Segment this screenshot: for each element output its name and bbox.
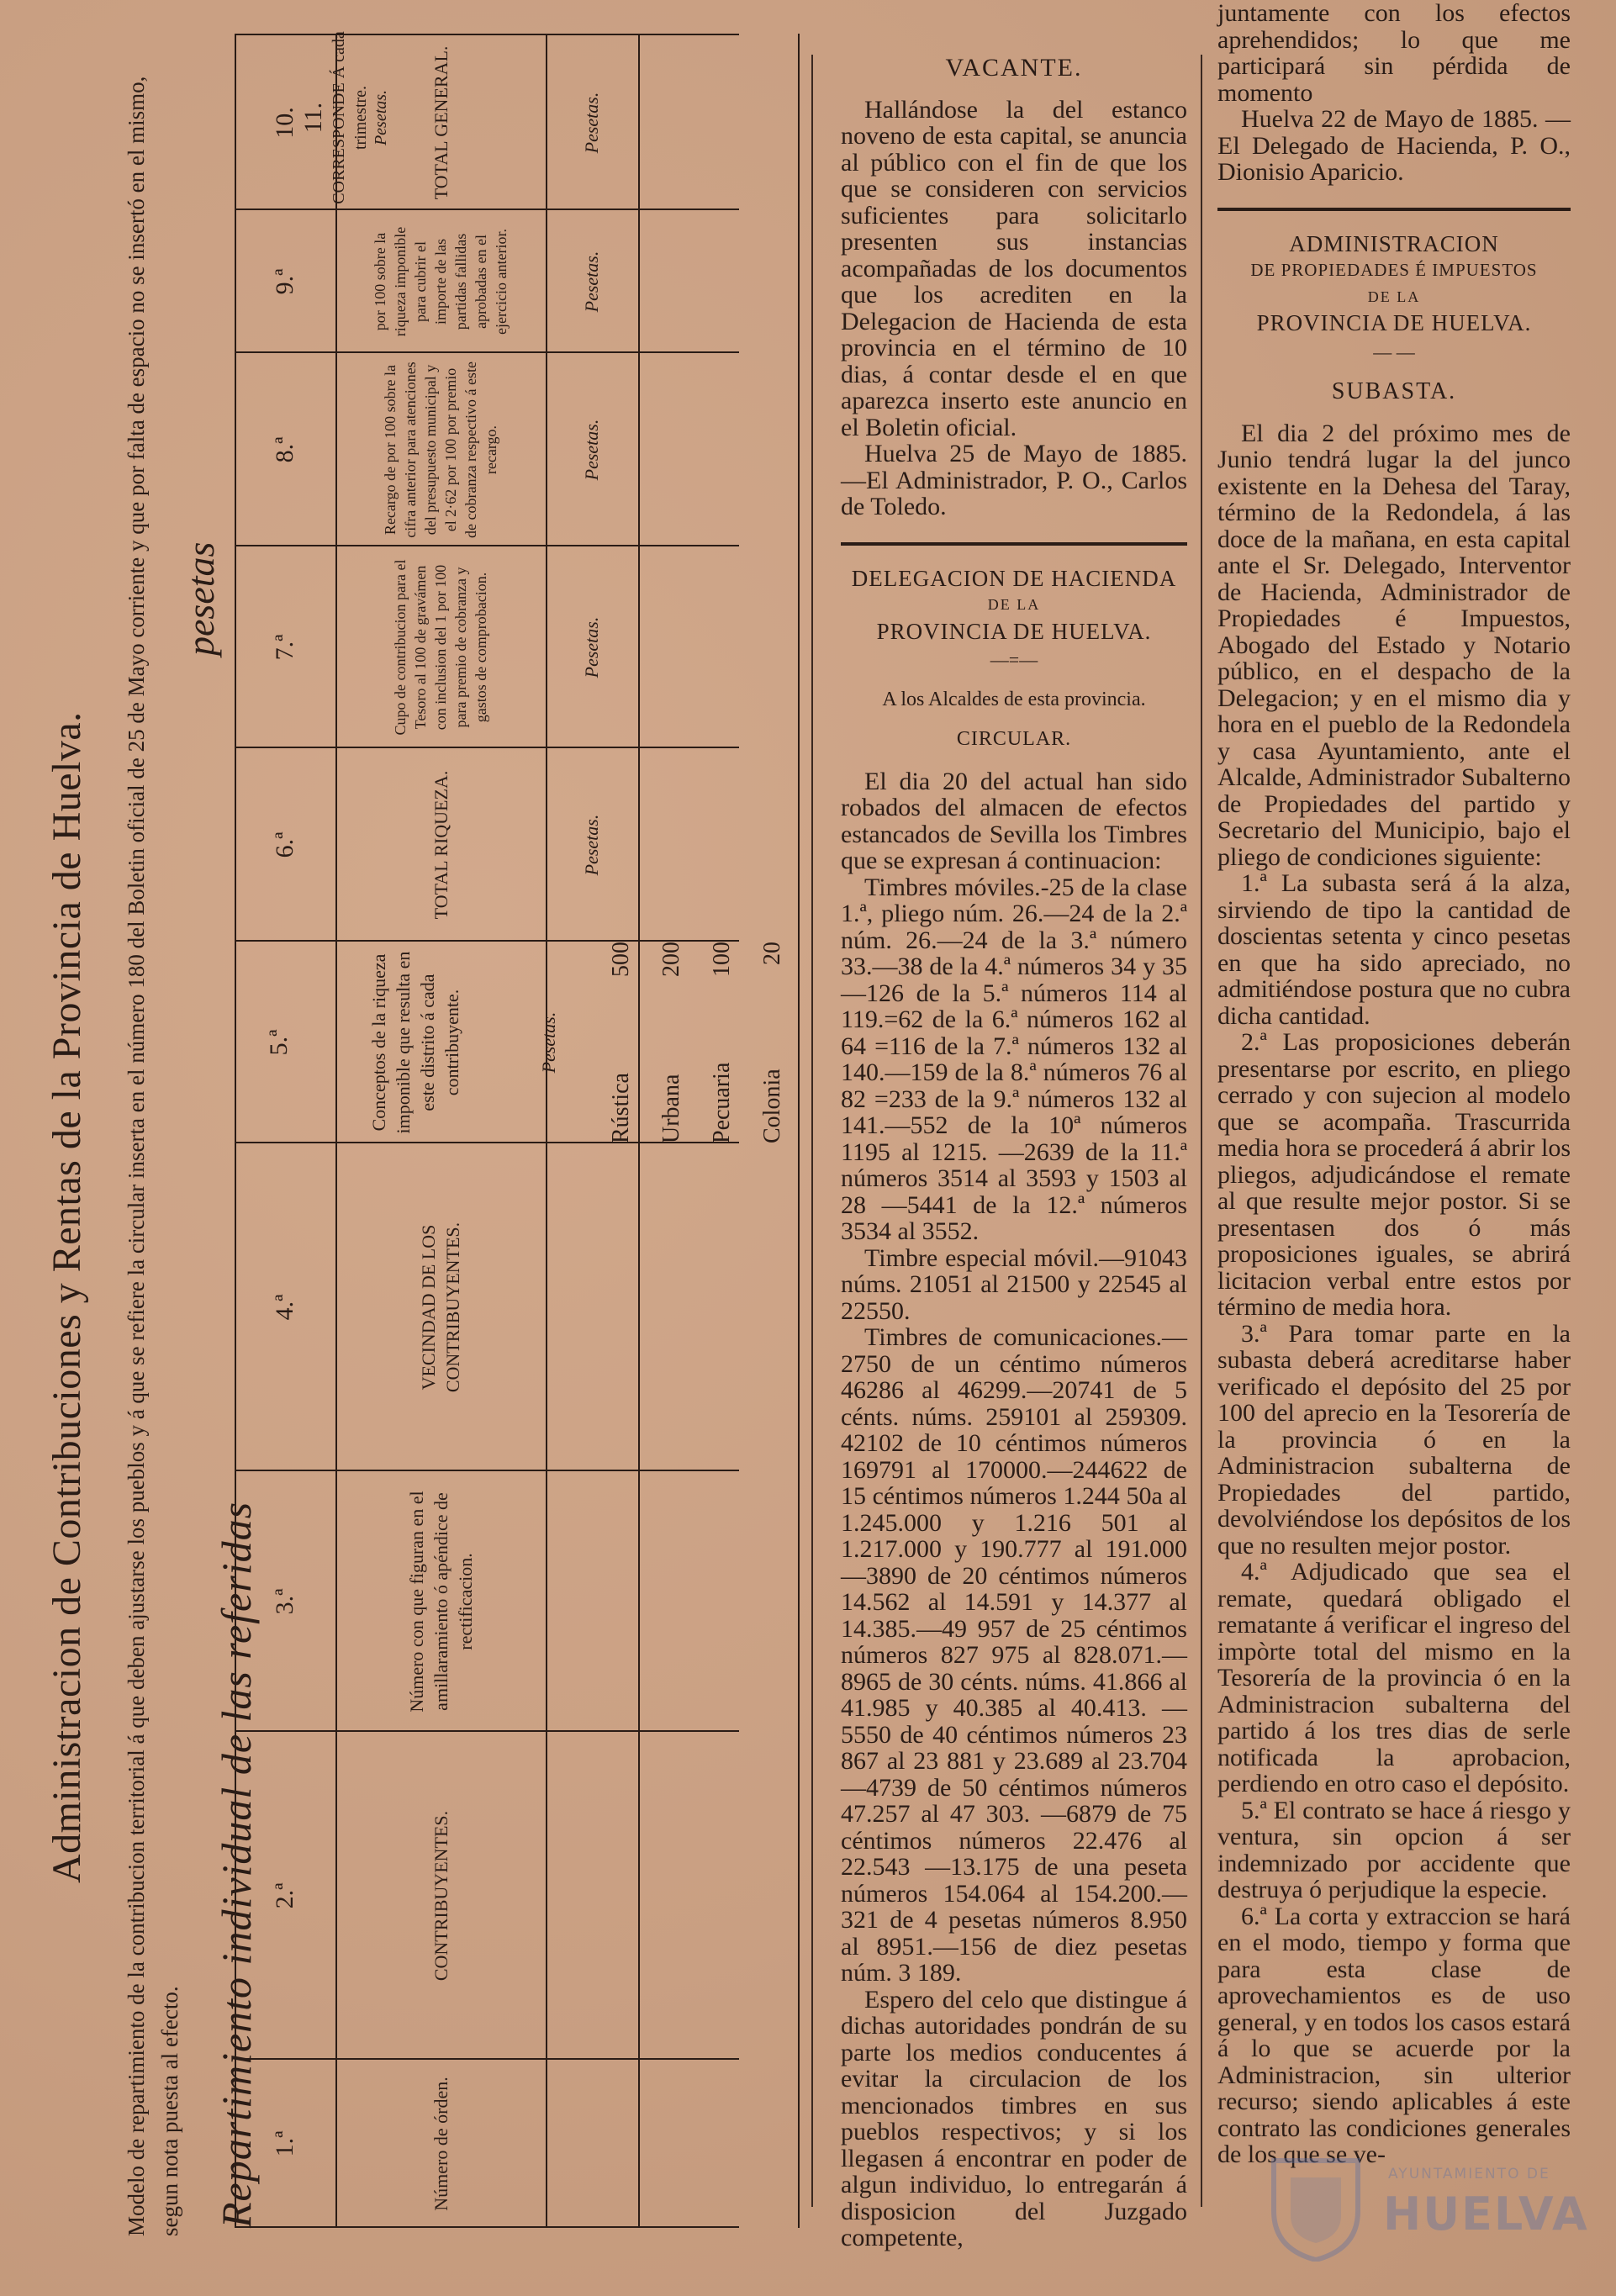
subasta-condition: 4.ª Adjudicado que sea el remate, quedará obligado el rematante á verificar el ingreso del impòrte total del mismo en la Tesorería de la provincia ó en la Administracion subalterna del partido á los tres dias de serle notificada la aprobacion, perdiendo en otro caso el depósito. bbox=[1217, 1558, 1571, 1797]
section-rule bbox=[1217, 208, 1571, 211]
concepto-row bbox=[647, 942, 697, 1143]
column-divider bbox=[811, 55, 813, 2207]
coat-of-arms-icon bbox=[1265, 2144, 1366, 2262]
section-rule bbox=[841, 542, 1187, 546]
concepto-value: 500 bbox=[608, 942, 634, 977]
circular-heading: CIRCULAR. bbox=[956, 728, 1072, 750]
column-body bbox=[638, 1143, 798, 1471]
column-header: TOTAL GENERAL. bbox=[430, 45, 452, 200]
column-number: 1.ª bbox=[271, 2130, 298, 2157]
subasta-condition: 2.ª Las proposiciones deberán presentarse por escrito, en pliego cerrado y con sujecion al modelo que se acompaña. Trascurrida media hora se procederá á abrir los pliegos, adjudicándose el remate al que resulte mejor postor. Si se presentasen dos ó más proposiciones iguales, se abrirá licitacion verbal entre estos por término de media hora. bbox=[1217, 1028, 1571, 1321]
column-header: por 100 sobre la riqueza imponible para cubrir el importe de las partidas fallidas aprobadas en el ejercicio anterior. bbox=[372, 226, 510, 337]
right-column bbox=[1217, 0, 1571, 2168]
delegacion-addressee: A los Alcaldes de esta provincia. bbox=[882, 688, 1146, 710]
column-number: 3.ª bbox=[271, 1588, 298, 1615]
vacante-signature: Huelva 25 de Mayo de 1885. —El Administrador, P. O., Carlos de Toledo. bbox=[841, 440, 1187, 520]
column-unit: Pesetas. bbox=[581, 616, 602, 678]
table-column bbox=[235, 2060, 798, 2228]
subasta-condition: 6.ª La corta y extraccion se hará en el modo, tiempo y forma que para esta clase de aprovechamientos es de uso general, y en todos los casos estará á lo que se acuerde por la Administracion, sin ulterior recurso; siendo aplicables á este contrato las condiciones generales de los que se ve- bbox=[1217, 1902, 1571, 2168]
decorative-dash: —=— bbox=[990, 649, 1038, 670]
table-column bbox=[235, 353, 798, 546]
column-header: Recargo de por 100 sobre la cifra anterior para atenciones del presupuesto municipal y el 2·62 por 100 por premio de cobranza respectivo á este recargo. bbox=[382, 362, 499, 538]
concepto-value: 200 bbox=[658, 942, 684, 977]
table-column bbox=[235, 748, 798, 942]
concepto-value: 100 bbox=[709, 942, 735, 977]
column-unit: Pesetas. bbox=[537, 1011, 559, 1074]
circular-paragraph: El dia 20 del actual han sido robados del almacen de efectos estancados de Sevilla los Timbres que se expresan á continuacion: bbox=[841, 767, 1187, 874]
concepto-value: 20 bbox=[759, 942, 785, 965]
column-number: 4.ª bbox=[271, 1294, 298, 1321]
delegacion-title: DELEGACION DE HACIENDA bbox=[851, 565, 1177, 591]
column-number: 11. bbox=[298, 102, 327, 134]
concepto-label: Rústica bbox=[608, 1073, 634, 1143]
column-body bbox=[638, 1732, 798, 2060]
continuation-body: juntamente con los efectos aprehendidos; lo que me participará sin pérdida de momento bbox=[1217, 0, 1571, 107]
column-header: Número con que figuran en el amillaramiento ó apéndice de rectificacion. bbox=[405, 1491, 476, 1713]
table-column bbox=[235, 942, 798, 1143]
ayuntamiento-watermark bbox=[1265, 2144, 1589, 2270]
table-column bbox=[235, 1143, 798, 1471]
watermark-top-text: AYUNTAMIENTO DE bbox=[1388, 2166, 1550, 2183]
circular-paragraph: Espero del celo que distingue á dichas autoridades pondrán de su parte los medios conducentes á evitar la circulacion de los mencionados timbres en sus pueblos respectivos; y si los llegasen á encontrar en poder de algun individuo, lo entregarán á disposicion del Juzgado competente, bbox=[841, 1985, 1187, 2251]
column-body bbox=[638, 210, 798, 353]
column-number: 7.ª bbox=[271, 634, 298, 661]
column-header: Cupo de contribucion para el Tesoro al 100 de gravámen con inclusion del 1 por 100 para premio de cobranza y gastos de comprobacion. bbox=[392, 559, 489, 736]
concepto-label: Pecuaria bbox=[709, 1062, 735, 1143]
table-column bbox=[235, 1732, 798, 2060]
column-unit: Pesetas. bbox=[581, 814, 602, 876]
table-column bbox=[235, 1471, 798, 1732]
continuation-signature: Huelva 22 de Mayo de 1885. —El Delegado de Hacienda, P. O., Dionisio Aparicio. bbox=[1217, 105, 1571, 186]
column-body bbox=[638, 546, 798, 748]
subasta-condition: 3.ª Para tomar parte en la subasta deberá acreditarse haber verificado el depósito del 25 por 100 del aprecio en la Tesorería de la provincia ó en la Administracion subalterna de Propiedades del partido, devolviéndose los depósitos de los que no resulten mejor postor. bbox=[1217, 1319, 1571, 1560]
vacante-body: Hallándose la del estanco noveno de esta capital, se anuncia al público con el fin de que los que se consideren con servicios suficientes para solicitarlo presenten sus instancias acompañadas de los documentos que los acrediten en la Delegacion de Hacienda de esta provincia en el término de 10 dias, á contar desde el en que aparezca inserto este anuncio en el Boletin oficial. bbox=[841, 95, 1187, 441]
administracion-de-la: DE LA bbox=[1367, 288, 1421, 305]
table-note: Modelo de repartimiento de la contribucion territorial á que deben ajustarse los pueblos y á que se refiere la circular inserta en el número 180 del Boletin oficial de 25 de Mayo corriente y que por falta de espacio no se insertó en el mismo, segun nota puesta al efecto. bbox=[124, 76, 182, 2236]
column-number: 5.ª bbox=[264, 1029, 293, 1056]
column-body bbox=[638, 2060, 798, 2228]
column-header: CONTRIBUYENTES. bbox=[430, 1810, 452, 1982]
column-header: CORRESPONDE Á cada trimestre. bbox=[329, 31, 370, 204]
concepto-label: Urbana bbox=[658, 1074, 684, 1143]
circular-paragraph: Timbres de comunicaciones.— 2750 de un céntimo números 46286 al 46299.—20741 de 5 cénts. núms. 259101 al 259309. 42102 de 10 céntimos números 169791 al 170000.—244622 de 15 céntimos números 1.244 50a al 1.245.000 y 1.216 501 al 1.217.000 y 190.777 al 191.000 —3890 de 20 céntimos números 14.562 al 14.591 y 14.377 al 14.385.—49 957 de 25 céntimos números 827 975 al 828.071.— 8965 de 30 cénts. núms. 41.866 al 41.985 y 40.385 al 40.413. —5550 de 40 céntimos números 23 867 al 23 881 y 23.689 al 23.704 —4739 de 50 céntimos números 47.257 al 47 303. —6879 de 75 céntimos números 22.476 al 22.543 —13.175 de una peseta números 154.064 al 154.200.—321 de 4 pesetas números 8.950 al 8951.—156 de diez pesetas núm. 3 189. bbox=[841, 1323, 1187, 1987]
subasta-condition: 5.ª El contrato se hace á riesgo y ventura, sin opcion á ser indemnizado por accidente que destruya ó perjudique la especie. bbox=[1217, 1796, 1571, 1903]
column-number: 8.ª bbox=[271, 436, 298, 463]
column-number: 6.ª bbox=[271, 831, 298, 858]
circular-paragraph: Timbre especial móvil.—91043 núms. 21051 al 21500 y 22545 al 22550. bbox=[841, 1243, 1187, 1325]
column-body bbox=[638, 1471, 798, 1732]
table-subtitle: Repartimiento individual de las referidas bbox=[213, 1501, 260, 2228]
column-body bbox=[638, 353, 798, 546]
column-number: 10. bbox=[271, 107, 298, 139]
table-title: Administracion de Contribuciones y Rentas de la Provincia de Huelva. bbox=[45, 711, 89, 1883]
column-body bbox=[638, 748, 798, 942]
column-header: Conceptos de la riqueza imponible que resulta en este distrito á cada contribuyente. bbox=[368, 951, 463, 1134]
table-grid bbox=[235, 34, 800, 2228]
table-column bbox=[235, 546, 798, 748]
concepto-label: Colonia bbox=[759, 1069, 785, 1143]
watermark-name: HUELVA bbox=[1383, 2188, 1589, 2241]
circular-paragraph: Timbres móviles.-25 de la clase 1.ª, pliego núm. 26.—24 de la 2.ª núm. 26.—24 de la 3.ª número 33.—38 de la 4.ª números 34 y 35 —126 de la 5.ª números 114 al 119.=62 de la 6.ª números 162 al 64 =116 de la 7.ª números 132 al 140.—159 de la 8.ª números 76 al 82 =233 de la 9.ª números 132 al 141.—552 de la 10ª números 1195 al 1215. —2639 de la 11.ª números 3514 al 3593 y 1503 al 28 —5441 de la 12.ª números 3534 al 3552. bbox=[841, 873, 1187, 1245]
subasta-paragraph: El dia 2 del próximo mes de Junio tendrá lugar la del junco existente en la Dehesa del Taray, término de la Redondela, á las doce de la mañana, en esta capital ante el Sr. Delegado, Interventor de Hacienda, Administrador de Propiedades é Impuestos, Abogado del Estado y Notario público, en el despacho de la Delegacion; y en el mismo dia y hora en el pueblo de la Redondela y casa Ayuntamiento, ante el Alcalde, Administrador Subalterno de Propiedades del partido y Secretario del Municipio, bajo el pliego de condiciones siguiente: bbox=[1217, 419, 1571, 871]
column-header: VECINDAD DE LOS CONTRIBUYENTES. bbox=[418, 1222, 463, 1393]
vacante-title: VACANTE. bbox=[945, 54, 1083, 82]
column-unit: Pesetas. bbox=[581, 419, 602, 481]
column-unit: Pesetas. bbox=[581, 251, 602, 313]
concepto-row bbox=[596, 942, 647, 1143]
conceptos-list bbox=[589, 932, 798, 1153]
delegacion-de-la: DE LA bbox=[987, 596, 1041, 613]
delegacion-province: PROVINCIA DE HUELVA. bbox=[876, 618, 1152, 644]
column-number: 2.ª bbox=[271, 1882, 298, 1909]
administracion-title: ADMINISTRACION bbox=[1289, 230, 1499, 256]
column-number: 9.ª bbox=[271, 268, 298, 295]
administracion-subtitle: DE PROPIEDADES É IMPUESTOS bbox=[1250, 260, 1538, 280]
decorative-dash: — — bbox=[1373, 340, 1415, 362]
column-header: TOTAL RIQUEZA. bbox=[430, 770, 452, 920]
column-11-block bbox=[227, 21, 462, 214]
table-pesetas-label: pesetas bbox=[179, 541, 222, 656]
column-divider bbox=[1201, 55, 1202, 2207]
subasta-heading: SUBASTA. bbox=[1331, 378, 1457, 404]
column-unit: Pesetas. bbox=[371, 89, 390, 146]
concepto-row bbox=[697, 942, 747, 1143]
column-header: Número de órden. bbox=[430, 2077, 452, 2211]
column-unit: Pesetas. bbox=[581, 92, 602, 154]
column-body bbox=[638, 35, 798, 210]
administracion-province: PROVINCIA DE HUELVA. bbox=[1256, 310, 1532, 335]
rotated-table-region bbox=[0, 0, 807, 2296]
repartimiento-table-block bbox=[12, 34, 802, 2236]
subasta-condition: 1.ª La subasta será á la alza, sirviendo de tipo la cantidad de doscientas setenta y cinco pesetas en que ha sido apreciado, no admitiéndose postura que no cubra dicha cantidad. bbox=[1217, 869, 1571, 1030]
middle-column bbox=[841, 46, 1187, 2251]
concepto-row bbox=[747, 942, 798, 1143]
